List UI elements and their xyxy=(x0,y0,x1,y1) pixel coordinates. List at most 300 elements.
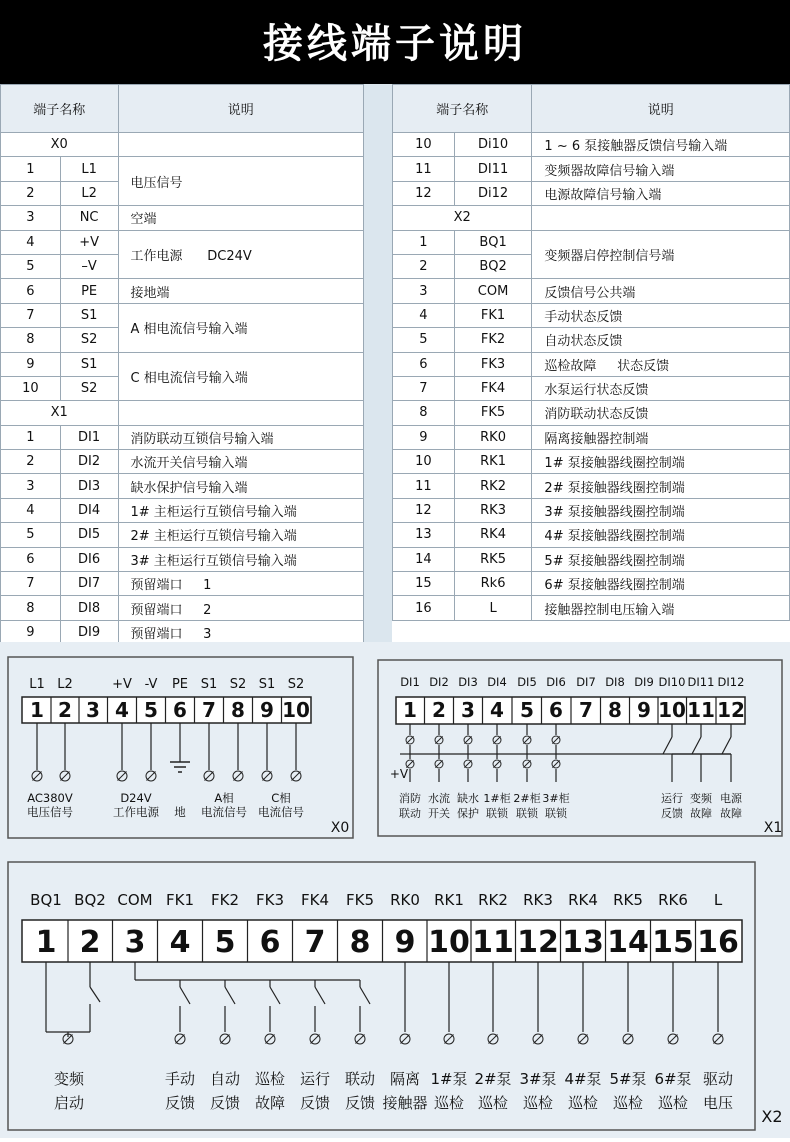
screw-slash xyxy=(714,1035,723,1044)
terminal-desc: 缺水保护信号输入端 xyxy=(118,474,364,498)
x2-terminal-label: L xyxy=(713,891,723,909)
x1-terminal-number: 1 xyxy=(403,698,417,722)
terminal-desc: 自动状态反馈 xyxy=(532,328,790,352)
table-row xyxy=(1,157,364,181)
table-row xyxy=(393,572,790,596)
x2-caption: 6#泵 xyxy=(654,1070,692,1088)
table-row xyxy=(393,401,790,425)
terminal-desc: 消防联动互锁信号输入端 xyxy=(118,425,364,449)
terminal-desc: 3# 泵接触器线圈控制端 xyxy=(532,498,790,522)
col-header-desc: 说明 xyxy=(532,85,790,133)
terminal-desc: C 相电流信号输入端 xyxy=(118,352,364,401)
terminal-number: 3 xyxy=(1,474,61,498)
x2-caption: 5#泵 xyxy=(609,1070,647,1088)
terminal-table-left xyxy=(0,84,364,645)
terminal-desc: 5# 泵接触器线圈控制端 xyxy=(532,547,790,571)
x2-terminal-label: RK0 xyxy=(390,891,420,909)
terminal-number: 1 xyxy=(1,425,61,449)
terminal-desc: 隔离接触器控制端 xyxy=(532,425,790,449)
table-row xyxy=(393,133,790,157)
table-row xyxy=(393,328,790,352)
terminal-desc: 预留端口 2 xyxy=(118,596,364,620)
x2-terminal-number: 16 xyxy=(697,925,739,960)
switch-icon xyxy=(663,737,672,754)
x1-caption: 2#柜 xyxy=(513,792,541,805)
terminal-name: +V xyxy=(60,230,118,254)
switch-icon xyxy=(722,737,731,754)
table-row xyxy=(393,157,790,181)
terminal-desc: 1# 泵接触器线圈控制端 xyxy=(532,450,790,474)
table-row xyxy=(393,206,790,230)
x2-terminal-number: 3 xyxy=(124,925,146,960)
x2-caption: 接触器 xyxy=(382,1094,428,1112)
col-header-name: 端子名称 xyxy=(1,85,119,133)
table-row xyxy=(1,425,364,449)
terminal-number: 5 xyxy=(1,523,61,547)
x2-caption: 反馈 xyxy=(299,1094,331,1112)
screw-slash xyxy=(579,1035,588,1044)
terminal-desc: 预留端口 1 xyxy=(118,572,364,596)
x2-terminal-number: 10 xyxy=(428,925,470,960)
x2-terminal-number: 4 xyxy=(169,925,191,960)
x0-caption: C相 xyxy=(271,791,291,805)
x1-caption: 故障 xyxy=(720,807,742,820)
x1-caption: 联动 xyxy=(399,807,421,820)
terminal-desc: 2# 主柜运行互锁信号输入端 xyxy=(118,523,364,547)
terminal-number: 2 xyxy=(1,181,61,205)
table-row xyxy=(1,230,364,254)
terminal-number: 7 xyxy=(1,303,61,327)
table-row xyxy=(1,547,364,571)
x1-terminal-number: 6 xyxy=(549,698,563,722)
terminal-name: RK3 xyxy=(454,498,532,522)
table-row xyxy=(393,450,790,474)
terminal-name: DI9 xyxy=(60,620,118,644)
terminal-name: Di10 xyxy=(454,133,532,157)
table-row xyxy=(1,133,364,157)
x2-caption: 故障 xyxy=(254,1094,286,1112)
terminal-name: RK4 xyxy=(454,523,532,547)
x2-caption: 巡检 xyxy=(612,1094,644,1112)
x0-terminal-number: 3 xyxy=(86,698,100,722)
terminal-desc: 变频器故障信号输入端 xyxy=(532,157,790,181)
x0-terminal-label: L1 xyxy=(29,677,45,692)
x2-terminal-label: COM xyxy=(117,891,153,909)
terminal-number: 12 xyxy=(393,498,455,522)
x2-caption: 自动 xyxy=(209,1070,241,1088)
terminal-desc: 3# 主柜运行互锁信号输入端 xyxy=(118,547,364,571)
terminal-number: 1 xyxy=(393,230,455,254)
terminal-name: DI3 xyxy=(60,474,118,498)
x0-caption: A相 xyxy=(214,791,234,805)
x0-caption: D24V xyxy=(120,791,152,805)
terminal-name: COM xyxy=(454,279,532,303)
x0-terminal-label: PE xyxy=(171,677,189,692)
table-row xyxy=(393,230,790,254)
terminal-number: 3 xyxy=(1,206,61,230)
x2-caption: 电压 xyxy=(702,1094,734,1112)
terminal-name: S1 xyxy=(60,352,118,376)
x0-terminal-number: 6 xyxy=(173,698,187,722)
x1-terminal-number: 11 xyxy=(687,698,715,722)
x2-terminal-label: FK3 xyxy=(255,891,285,909)
x2-caption: 巡检 xyxy=(567,1094,599,1112)
x0-terminal-label: S1 xyxy=(200,677,218,692)
screw-slash xyxy=(221,1035,230,1044)
terminal-name: FK3 xyxy=(454,352,532,376)
x0-terminal-label: S2 xyxy=(229,677,247,692)
x0-terminal-number: 1 xyxy=(30,698,44,722)
x1-caption: 联锁 xyxy=(516,807,538,820)
terminal-desc: 工作电源 DC24V xyxy=(118,230,364,279)
x2-terminal-label: FK4 xyxy=(300,891,330,909)
terminal-number: 15 xyxy=(393,572,455,596)
x1-terminal-number: 9 xyxy=(637,698,651,722)
table-row xyxy=(1,523,364,547)
x1-caption: 运行 xyxy=(661,792,683,805)
x2-terminal-number: 2 xyxy=(79,925,101,960)
table-row xyxy=(393,498,790,522)
terminal-name: DI6 xyxy=(60,547,118,571)
x1-terminal-label: DI7 xyxy=(576,675,596,689)
table-row xyxy=(393,523,790,547)
x1-caption: 水流 xyxy=(428,792,450,805)
terminal-name: S2 xyxy=(60,376,118,400)
terminal-name: NC xyxy=(60,206,118,230)
screw-slash xyxy=(445,1035,454,1044)
switch-icon xyxy=(270,987,280,1004)
group-desc-empty xyxy=(118,133,364,157)
x2-terminal-label: RK2 xyxy=(478,891,508,909)
terminal-name: RK2 xyxy=(454,474,532,498)
terminal-number: 4 xyxy=(393,303,455,327)
x1-caption: 反馈 xyxy=(661,807,683,820)
terminal-name: DI11 xyxy=(454,157,532,181)
terminal-number: 5 xyxy=(393,328,455,352)
screw-slash xyxy=(176,1035,185,1044)
screw-slash xyxy=(118,772,127,781)
group-label: X0 xyxy=(1,133,119,157)
terminal-name: L1 xyxy=(60,157,118,181)
terminal-desc: 水泵运行状态反馈 xyxy=(532,376,790,400)
switch-icon xyxy=(180,987,190,1004)
x2-terminal-label: RK1 xyxy=(434,891,464,909)
screw-slash xyxy=(234,772,243,781)
switch-icon xyxy=(315,987,325,1004)
terminal-desc: 消防联动状态反馈 xyxy=(532,401,790,425)
screw-slash xyxy=(61,772,70,781)
table-row xyxy=(393,596,790,620)
screw-slash xyxy=(489,1035,498,1044)
switch-icon xyxy=(360,987,370,1004)
x2-caption: 联动 xyxy=(344,1070,376,1088)
terminal-desc: 1 ~ 6 泵接触器反馈信号输入端 xyxy=(532,133,790,157)
terminal-table-right xyxy=(392,84,790,621)
x2-caption: 巡检 xyxy=(477,1094,509,1112)
x2-terminal-label: RK6 xyxy=(658,891,688,909)
page-title: 接线端子说明 xyxy=(263,21,527,67)
x2-terminal-label: RK4 xyxy=(568,891,598,909)
x1-terminal-number: 3 xyxy=(461,698,475,722)
terminal-number: 10 xyxy=(1,376,61,400)
x0-caption: 工作电源 xyxy=(113,805,159,819)
x1-caption: 1#柜 xyxy=(483,792,511,805)
terminal-desc: 电源故障信号输入端 xyxy=(532,181,790,205)
screw-slash xyxy=(356,1035,365,1044)
x2-terminal-number: 7 xyxy=(304,925,326,960)
table-row xyxy=(1,279,364,303)
x2-caption: 1#泵 xyxy=(430,1070,468,1088)
terminal-name: BQ1 xyxy=(454,230,532,254)
x2-terminal-label: FK5 xyxy=(345,891,375,909)
terminal-desc: 水流开关信号输入端 xyxy=(118,450,364,474)
x1-terminal-label: DI11 xyxy=(687,675,715,689)
terminal-name: DI5 xyxy=(60,523,118,547)
x2-terminal-label: BQ1 xyxy=(30,891,62,909)
table-row xyxy=(393,547,790,571)
terminal-desc: 2# 泵接触器线圈控制端 xyxy=(532,474,790,498)
x1-terminal-label: DI12 xyxy=(717,675,745,689)
x2-terminal-number: 14 xyxy=(607,925,649,960)
page-header xyxy=(0,0,790,84)
x2-terminal-number: 11 xyxy=(472,925,514,960)
x0-caption: 电流信号 xyxy=(201,805,247,819)
table-row xyxy=(1,572,364,596)
screw-slash xyxy=(292,772,301,781)
screw-slash xyxy=(33,772,42,781)
table-row xyxy=(1,474,364,498)
terminal-number: 12 xyxy=(393,181,455,205)
table-row xyxy=(1,303,364,327)
x1-caption: 电源 xyxy=(720,792,742,805)
terminal-name: L2 xyxy=(60,181,118,205)
screw-slash xyxy=(205,772,214,781)
x0-terminal-label: -V xyxy=(144,677,158,692)
terminal-name: DI7 xyxy=(60,572,118,596)
screw-slash xyxy=(624,1035,633,1044)
terminal-number: 6 xyxy=(1,547,61,571)
terminal-number: 8 xyxy=(1,328,61,352)
x2-caption: 巡检 xyxy=(657,1094,689,1112)
terminal-number: 10 xyxy=(393,450,455,474)
wiring-diagrams xyxy=(0,642,790,1138)
x2-caption: 隔离 xyxy=(389,1070,421,1088)
x1-caption: 缺水 xyxy=(457,792,479,805)
terminal-name: Di12 xyxy=(454,181,532,205)
group-desc-empty xyxy=(532,206,790,230)
terminal-number: 6 xyxy=(1,279,61,303)
x2-terminal-number: 8 xyxy=(349,925,371,960)
x0-terminal-number: 10 xyxy=(282,698,310,722)
x1-terminal-number: 2 xyxy=(432,698,446,722)
x2-caption: 手动 xyxy=(164,1070,196,1088)
x2-terminal-number: 12 xyxy=(517,925,559,960)
x0-terminal-number: 2 xyxy=(58,698,72,722)
switch-icon xyxy=(692,737,701,754)
terminal-number: 5 xyxy=(1,254,61,278)
terminal-name: DI8 xyxy=(60,596,118,620)
terminal-name: S2 xyxy=(60,328,118,352)
x0-terminal-label: S2 xyxy=(287,677,305,692)
table-row xyxy=(393,181,790,205)
x1-terminal-label: DI9 xyxy=(634,675,654,689)
x2-caption: 巡检 xyxy=(254,1070,286,1088)
x0-terminal-label: S1 xyxy=(258,677,276,692)
x1-caption: 保护 xyxy=(457,807,479,820)
x1-terminal-number: 10 xyxy=(658,698,686,722)
terminal-number: 7 xyxy=(1,572,61,596)
terminal-name: S1 xyxy=(60,303,118,327)
x2-terminal-number: 5 xyxy=(214,925,236,960)
x1-terminal-label: DI10 xyxy=(658,675,686,689)
table-row xyxy=(1,352,364,376)
terminal-desc: 6# 泵接触器线圈控制端 xyxy=(532,572,790,596)
x1-terminal-number: 12 xyxy=(717,698,745,722)
terminal-name: PE xyxy=(60,279,118,303)
screw-slash xyxy=(669,1035,678,1044)
x2-terminal-label: FK1 xyxy=(165,891,195,909)
terminal-name: RK1 xyxy=(454,450,532,474)
switch-icon xyxy=(90,987,100,1002)
terminal-number: 10 xyxy=(393,133,455,157)
x1-terminal-label: DI1 xyxy=(400,675,420,689)
x2-terminal-number: 1 xyxy=(35,925,57,960)
screw-slash xyxy=(263,772,272,781)
x0-terminal-number: 8 xyxy=(231,698,245,722)
terminal-name: FK2 xyxy=(454,328,532,352)
terminal-name: DI2 xyxy=(60,450,118,474)
table-row xyxy=(393,376,790,400)
terminal-number: 14 xyxy=(393,547,455,571)
x1-terminal-number: 4 xyxy=(490,698,504,722)
x2-caption: 2#泵 xyxy=(474,1070,512,1088)
x1-caption: 联锁 xyxy=(486,807,508,820)
terminal-desc: 电压信号 xyxy=(118,157,364,206)
terminal-number: 4 xyxy=(1,230,61,254)
terminal-desc: 接地端 xyxy=(118,279,364,303)
table-row xyxy=(1,450,364,474)
x0-terminal-number: 7 xyxy=(202,698,216,722)
x1-terminal-label: DI4 xyxy=(487,675,507,689)
x2-terminal-number: 13 xyxy=(562,925,604,960)
table-row xyxy=(1,401,364,425)
terminal-number: 2 xyxy=(393,254,455,278)
x0-id: X0 xyxy=(330,820,350,836)
screw-slash xyxy=(534,1035,543,1044)
table-row xyxy=(393,425,790,449)
x1-terminal-number: 5 xyxy=(520,698,534,722)
terminal-name: RK0 xyxy=(454,425,532,449)
terminal-desc: 空端 xyxy=(118,206,364,230)
table-row xyxy=(393,474,790,498)
x1-terminal-label: DI3 xyxy=(458,675,478,689)
x0-terminal-number: 9 xyxy=(260,698,274,722)
x0-caption: 电流信号 xyxy=(258,805,304,819)
table-row xyxy=(1,498,364,522)
x2-terminal-number: 6 xyxy=(259,925,281,960)
terminal-name: RK5 xyxy=(454,547,532,571)
table-row xyxy=(1,206,364,230)
x2-terminal-label: RK5 xyxy=(613,891,643,909)
terminal-number: 6 xyxy=(393,352,455,376)
x0-terminal-label: +V xyxy=(112,677,132,692)
x1-caption: 联锁 xyxy=(545,807,567,820)
terminal-number: 9 xyxy=(1,352,61,376)
terminal-number: 11 xyxy=(393,157,455,181)
x2-caption: 运行 xyxy=(299,1070,331,1088)
terminal-desc: 4# 泵接触器线圈控制端 xyxy=(532,523,790,547)
x2-terminal-number: 9 xyxy=(394,925,416,960)
terminal-name: BQ2 xyxy=(454,254,532,278)
x0-caption: 地 xyxy=(174,805,186,819)
table-row xyxy=(393,279,790,303)
x0-terminal-number: 4 xyxy=(115,698,129,722)
x1-terminal-number: 8 xyxy=(608,698,622,722)
x0-caption: AC380V xyxy=(27,791,73,805)
terminal-desc: 预留端口 3 xyxy=(118,620,364,644)
x2-caption: 巡检 xyxy=(433,1094,465,1112)
terminal-desc: 巡检故障 状态反馈 xyxy=(532,352,790,376)
terminal-desc: 1# 主柜运行互锁信号输入端 xyxy=(118,498,364,522)
screw-slash xyxy=(147,772,156,781)
x1-terminal-label: DI8 xyxy=(605,675,625,689)
group-label: X2 xyxy=(393,206,532,230)
terminal-name: –V xyxy=(60,254,118,278)
x1-caption: 3#柜 xyxy=(542,792,570,805)
col-header-desc: 说明 xyxy=(118,85,364,133)
x2-terminal-label: FK2 xyxy=(210,891,240,909)
terminal-number: 3 xyxy=(393,279,455,303)
terminal-number: 1 xyxy=(1,157,61,181)
terminal-number: 9 xyxy=(393,425,455,449)
x1-vplus-label: +V xyxy=(389,767,409,781)
terminal-name: FK5 xyxy=(454,401,532,425)
x1-terminal-label: DI6 xyxy=(546,675,566,689)
x1-caption: 变频 xyxy=(690,792,712,805)
terminal-number: 7 xyxy=(393,376,455,400)
terminal-name: L xyxy=(454,596,532,620)
table-row xyxy=(393,303,790,327)
x1-caption: 开关 xyxy=(428,807,450,820)
x2-caption: 3#泵 xyxy=(519,1070,557,1088)
terminal-name: DI1 xyxy=(60,425,118,449)
x2-terminal-label: RK3 xyxy=(523,891,553,909)
x2-caption: 反馈 xyxy=(209,1094,241,1112)
screw-slash xyxy=(401,1035,410,1044)
table-row xyxy=(1,596,364,620)
x1-caption: 消防 xyxy=(399,792,421,805)
terminal-number: 4 xyxy=(1,498,61,522)
terminal-desc: 接触器控制电压输入端 xyxy=(532,596,790,620)
switch-icon xyxy=(225,987,235,1004)
terminal-number: 9 xyxy=(1,620,61,644)
wiring-diagram-svg xyxy=(0,642,790,1138)
x2-id: X2 xyxy=(761,1107,783,1126)
terminal-desc: 反馈信号公共端 xyxy=(532,279,790,303)
terminal-number: 8 xyxy=(393,401,455,425)
terminal-number: 11 xyxy=(393,474,455,498)
x2-caption: 启动 xyxy=(53,1094,85,1112)
x2-terminal-label: BQ2 xyxy=(74,891,106,909)
terminal-desc: 手动状态反馈 xyxy=(532,303,790,327)
x2-caption: 变频 xyxy=(53,1070,85,1088)
x2-caption: 反馈 xyxy=(164,1094,196,1112)
terminal-number: 2 xyxy=(1,450,61,474)
screw-slash xyxy=(311,1035,320,1044)
terminal-name: DI4 xyxy=(60,498,118,522)
x2-caption: 4#泵 xyxy=(564,1070,602,1088)
x1-terminal-label: DI5 xyxy=(517,675,537,689)
